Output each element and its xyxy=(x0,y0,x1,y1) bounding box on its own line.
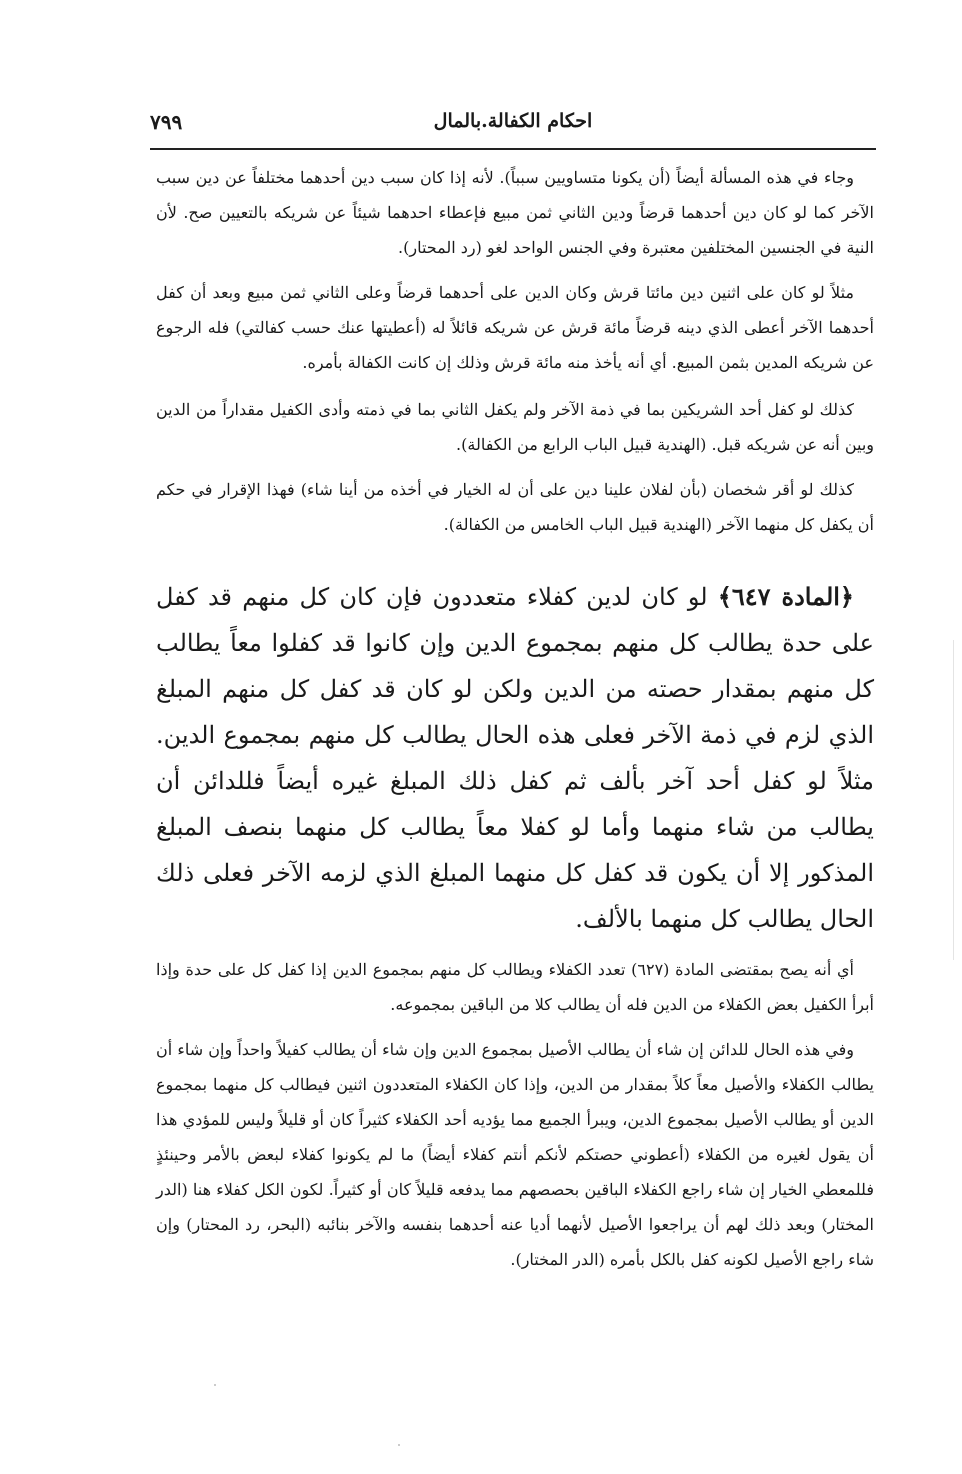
paragraph-2: مثلاً لو كان على اثنين دين مائتا قرش وكان الدين على أحدهما قرضاً وعلى الثاني ثمن مبيع وبعد أن كفل أحدهما الآخر أعطى الذي دينه قرضاً مائة قرش عن شريكه قائلاً له (أعطيتها عنك حسب كفالتي) فله الرجوع عن شريكه المدين بثمن المبيع. أي أنه يأخذ منه مائة قرش وذلك إن كانت الكفالة بأمره. xyxy=(156,283,874,372)
article-text: لو كان لدين كفلاء متعددون فإن كان كل منهم قد كفل على حدة يطالب كل منهم بمجموع الدين وإن كانوا قد كفلوا معاً يطالب كل منهم بمقدار حصته من الدين ولكن لو كان قد كفل كل منهم المبلغ الذي لزم في ذمة الآخر فعلى هذه الحال يطالب كل منهم بمجموع الدين. مثلاً لو كفل أحد آخر بألف ثم كفل ذلك المبلغ غيره أيضاً فللدائن أن يطالب من شاء منهما وأما لو كفلا معاً يطالب كل منهما بنصف المبلغ المذكور إلا أن يكون قد كفل كل منهما المبلغ الذي لزمه الآخر فعلى ذلك الحال يطالب كل منهما بالألف. xyxy=(156,583,874,933)
page-body xyxy=(156,160,874,1277)
scan-speck xyxy=(214,1384,216,1386)
commentary-2: وفي هذه الحال للدائن إن شاء أن يطالب الأصيل بمجموع الدين وإن شاء أن يطالب كفيلاً واحداً وإن شاء أن يطالب الكفلاء والأصيل معاً كلاً بمقدار من الدين، وإذا كان الكفلاء المتعددون اثنين فيطالب كل منهما بمجموع الدين أو يطالب الأصيل بمجموع الدين، ويبرأ الجميع مما يؤديه أحد الكفلاء كثيراً كان أو قليلاً وليس للمؤدي هذا أن يقول لغيره من الكفلاء (أعطوني حصتكم لأنكم أنتم كفلاء أيضاً) ما لم يكونوا كفلاء لبعض بالأمر وحينئذٍ فللمعطي الخيار إن شاء راجع الكفلاء الباقين بحصصهم مما يدفعه قليلاً كان أو كثيراً. لكون الكل كفلاء هنا (الدر المختار) وبعد ذلك لهم أن يراجعوا الأصيل لأنهما أديا عنه أحدهما بنفسه والآخر بنائبه (البحر، رد المحتار) وإن شاء راجع الأصيل لكونه كفل بالكل بأمره (الدر المختار). xyxy=(156,1040,874,1269)
running-title: احكام الكفالة.بالمال xyxy=(433,110,593,132)
page-number: ٧٩٩ xyxy=(150,110,183,134)
scan-speck xyxy=(398,1444,400,1446)
article-number: ﴿المادة ٦٤٧﴾ xyxy=(717,582,854,611)
paragraph-4: كذلك لو أقر شخصان (بأن لفلان علينا دين على أن له الخيار في أخذه من أينا شاء) فهذا الإقرار في حكم أن يكفل كل منهما الآخر (الهندية قبيل الباب الخامس من الكفالة). xyxy=(156,480,874,534)
commentary-1: أي أنه يصح بمقتضى المادة (٦٢٧) تعدد الكفلاء ويطالب كل منهم بمجموع الدين إذا كفل كل على حدة وإذا أبرأ الكفيل بعض الكفلاء من الدين فله أن يطالب كلا من الباقين بمجموعه. xyxy=(156,960,874,1014)
article-647 xyxy=(156,574,874,942)
paragraph-3: كذلك لو كفل أحد الشريكين بما في ذمة الآخر ولم يكفل الثاني بما في ذمته وأدى الكفيل مقداراً من الدين وبين أنه عن شريكه قبل. (الهندية قبيل الباب الرابع من الكفالة). xyxy=(156,400,874,454)
paragraph-1: وجاء في هذه المسألة أيضاً (أن يكونا متساويين سبباً). لأنه إذا كان سبب دين أحدهما مختلفاً عن دين سبب الآخر كما لو كان دين أحدهما قرضاً ودين الثاني ثمن مبيع فإعطاء احدهما شيئاً عن شريكه بالتعيين صح. لأن النية في الجنسين المختلفين معتبرة وفي الجنس الواحد لغو (رد المحتار). xyxy=(156,168,874,257)
scan-margin-line xyxy=(953,640,954,960)
page-header xyxy=(150,108,876,150)
